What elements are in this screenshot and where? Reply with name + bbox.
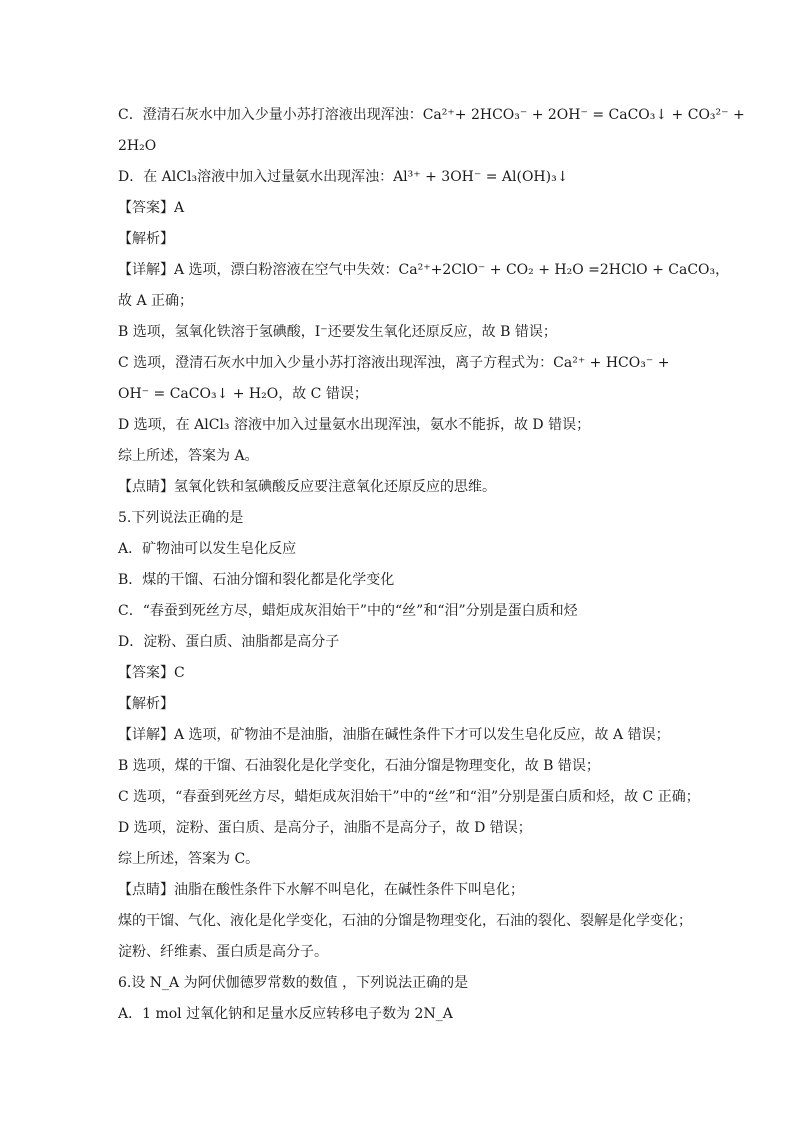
text-line: D 选项，在 AlCl₃ 溶液中加入过量氨水出现浑浊，氨水不能拆，故 D 错误；: [118, 417, 591, 433]
document-body: [118, 100, 745, 1030]
text-line: 综上所述，答案为 C。: [118, 851, 260, 867]
text-line: 综上所述，答案为 A。: [118, 448, 259, 464]
text-line: 煤的干馏、气化、液化是化学变化，石油的分馏是物理变化，石油的裂化、裂解是化学变化；: [118, 913, 692, 929]
option-a: A．1 mol 过氧化钠和足量水反应转移电子数为 2N_A: [118, 1006, 453, 1022]
text-line: C 选项，澄清石灰水中加入少量小苏打溶液出现浑浊，离子方程式为：Ca²⁺ + HCO₃⁻ +: [118, 355, 670, 371]
text-line: 故 A 正确；: [118, 293, 194, 309]
option-d: D．淀粉、蛋白质、油脂都是高分子: [118, 634, 340, 650]
text-line: 淀粉、纤维素、蛋白质是高分子。: [118, 944, 328, 960]
key-point: 【点睛】油脂在酸性条件下水解不叫皂化，在碱性条件下叫皂化；: [118, 882, 524, 898]
text-line: C．澄清石灰水中加入少量小苏打溶液出现浑浊：Ca²⁺+ 2HCO₃⁻ + 2OH⁻ = CaCO₃↓ + CO₃²⁻ +: [118, 107, 745, 123]
text-line: B 选项，煤的干馏、石油裂化是化学变化，石油分馏是物理变化，故 B 错误；: [118, 758, 600, 774]
text-line: C 选项，“春蚕到死丝方尽，蜡炬成灰泪始干”中的“丝”和“泪”分别是蛋白质和烃，故 C 正确；: [118, 789, 700, 805]
question-title: 6.设 N_A 为阿伏伽德罗常数的数值 ，下列说法正确的是: [118, 975, 469, 991]
option-b: B．煤的干馏、石油分馏和裂化都是化学变化: [118, 572, 395, 588]
text-line: D．在 AlCl₃溶液中加入过量氨水出现浑浊：Al³⁺ + 3OH⁻ = Al(OH)₃↓: [118, 169, 569, 185]
text-line: 【详解】A 选项，矿物油不是油脂，油脂在碱性条件下才可以发生皂化反应，故 A 错误；: [118, 727, 670, 743]
text-line: B 选项，氢氧化铁溶于氢碘酸，I⁻还要发生氧化还原反应，故 B 错误；: [118, 324, 557, 340]
question-title: 5.下列说法正确的是: [118, 510, 244, 526]
text-line: D 选项，淀粉、蛋白质、是高分子，油脂不是高分子，故 D 错误；: [118, 820, 532, 836]
option-c: C．“春蚕到死丝方尽，蜡炬成灰泪始干”中的“丝”和“泪”分别是蛋白质和烃: [118, 603, 578, 619]
analysis-label: 【解析】: [118, 696, 174, 712]
analysis-label: 【解析】: [118, 231, 174, 247]
key-point: 【点睛】氢氧化铁和氢碘酸反应要注意氧化还原反应的思维。: [118, 479, 496, 495]
text-line: 2H₂O: [118, 138, 157, 154]
text-line: 【详解】A 选项，漂白粉溶液在空气中失效：Ca²⁺+2ClO⁻ + CO₂ + H₂O =2HClO + CaCO₃，: [118, 262, 730, 278]
text-line: OH⁻ = CaCO₃↓ + H₂O，故 C 错误；: [118, 386, 368, 402]
option-a: A．矿物油可以发生皂化反应: [118, 541, 297, 557]
answer-label: 【答案】C: [118, 665, 185, 681]
answer-label: 【答案】A: [118, 200, 185, 216]
